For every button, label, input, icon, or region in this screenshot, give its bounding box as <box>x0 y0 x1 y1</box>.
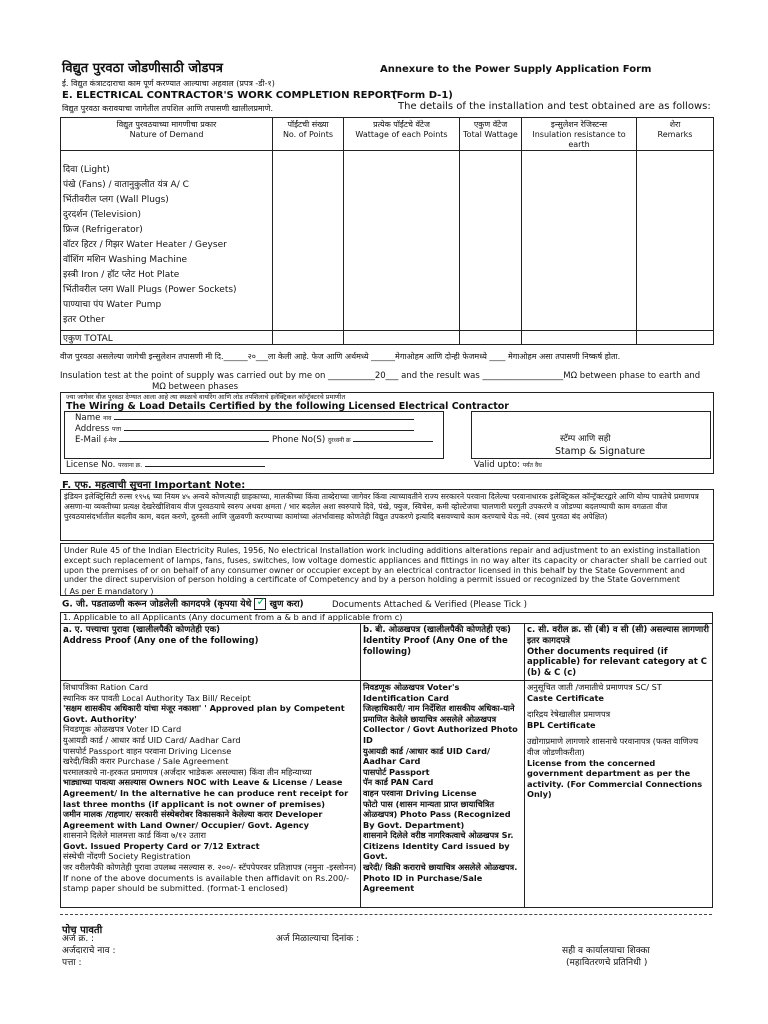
list-item[interactable]: फोटो पास (शासन मान्यता प्राप्त छायाचित्रित ओळखपत्र) Photo Pass (Recognized By Govt. Department) <box>363 798 511 830</box>
rule45-mandatory: ( As per E mandatory ) <box>64 587 154 597</box>
list-item[interactable]: उद्योगाप्रमाणे लागणारे शासनाचे परवानापत्र (फक्त वाणिज्य वीज जोडणीकरीता) <box>527 736 699 757</box>
list-item[interactable]: जमीन मालक /राहणार/ सरकारी संस्थेबरोबर विकासकाने केलेल्या करार Developer Agreement with Land Owner/ Occupier/ Govt. Agency <box>63 809 323 830</box>
list-item[interactable]: License from the concerned government department as per the activity. (For Commercial Connections Only) <box>527 757 703 800</box>
other-documents-list <box>525 680 713 907</box>
list-item[interactable]: शासनाने दिलेले मालमत्ता कार्ड किंवा ७/१२ उतारा <box>63 830 207 841</box>
list-item[interactable]: शिधापत्रिका Ration Card <box>63 681 149 692</box>
receipt-application-no[interactable]: अर्ज क्र. : <box>62 934 95 944</box>
list-item[interactable]: युआयडी कार्ड / आधार कार्ड UID Card/ Aadhar Card <box>63 734 241 745</box>
list-item[interactable]: पासपोर्ट Passport <box>363 766 430 777</box>
list-item[interactable]: निवडणूक ओळखपत्र Voter's Identification Card <box>363 681 460 703</box>
total-total-wattage-cell[interactable] <box>460 331 522 345</box>
total-wattage-each-cell[interactable] <box>344 331 460 345</box>
report-subtitle-marathi: ई. विद्युत कंत्राटदाराचा काम पूर्ण करण्यात आल्याचा अहवाल (प्रपत्र -डी-१) <box>62 79 275 88</box>
header-wattage-each: प्रत्येक पॉईंटचे वॅटेज Wattage of each Points <box>344 118 460 151</box>
header-remarks: शेरा Remarks <box>637 118 714 151</box>
insulation-test-english-2: MΩ between phases <box>152 382 239 392</box>
list-item[interactable]: वाहन परवाना Driving License <box>363 787 477 798</box>
form-title-marathi: विद्युत पुरवठा जोडणीसाठी जोडपत्र <box>62 61 223 76</box>
list-item[interactable]: अनुसूचित जाती /जमातीचे प्रमाणपत्र SC/ ST <box>527 681 662 692</box>
address-proof-list <box>61 680 361 907</box>
contractor-heading: The Wiring & Load Details Certified by the following Licensed Electrical Contractor <box>66 401 509 412</box>
demand-item: वॉटर हिटर / गिझर Water Heater / Geyser <box>63 240 227 250</box>
list-item[interactable]: पासपोर्ट Passport वाहन परवाना Driving License <box>63 745 232 756</box>
demand-items <box>61 151 273 331</box>
checkbox-tick-icon[interactable] <box>254 598 266 610</box>
contractor-heading-marathi: ज्या जागेवर वीज पुरवठा देण्यात आला आहे त्या स्थळाचे वायरिंग आणि लोड तपशिलाचे इलेक्ट्रिकल कॉन्ट्रॅक्टरचे प्रमाणीत <box>66 393 346 401</box>
list-item[interactable]: 'सक्षम शासकीय अधिकारी यांचा मंजूर नकाशा' ' Approved plan by Competent Govt. Authority' <box>63 703 345 724</box>
demand-item: दुरदर्शन (Television) <box>63 210 142 220</box>
stamp-label: Stamp & Signature <box>555 446 646 457</box>
points-cell[interactable] <box>273 151 344 331</box>
important-note-marathi-box <box>60 489 714 541</box>
total-wattage-cell[interactable] <box>460 151 522 331</box>
rule45-box <box>60 543 714 596</box>
demand-item: इस्त्री Iron / हॉट प्लेट Hot Plate <box>63 270 180 280</box>
documents-heading: G. जी. पडताळणी करून जोडलेली कागदपत्रे (कृपया येथे ✓ खुण करा) <box>62 598 304 611</box>
list-item[interactable]: Govt. Issued Property Card or 7/12 Extract <box>63 840 260 851</box>
identity-proof-list <box>361 680 525 907</box>
intro-marathi: विद्युत पुरवठा करावयाचा जागेतील तपशिल आणि तपासणी खालीलप्रमाणे. <box>62 104 274 113</box>
report-title: E. ELECTRICAL CONTRACTOR'S WORK COMPLETION REPORT <box>62 90 398 101</box>
documents-heading-english: Documents Attached & Verified (Please Tick ) <box>332 600 527 610</box>
important-note-heading: F. एफ. महत्वाची सुचना Important Note: <box>62 480 246 491</box>
list-item[interactable]: घरमालकाचे ना-हरकत प्रमाणपत्र (अर्जदार भाडेकरू असल्यास) किंवा तीन महिन्याच्या <box>63 766 312 777</box>
documents-table <box>60 612 713 908</box>
demand-item: वॉशिंग मशिन Washing Machine <box>63 255 188 265</box>
receipt-divider <box>60 914 712 915</box>
list-item[interactable]: शासनाने दिलेले वरीष्ठ नागरिकत्वाचे ओळखपत्र Sr. Citizens Identity Card issued by Govt. <box>363 830 514 862</box>
demand-item: पंखे (Fans) / वातानुकुलीत यंत्र A/ C <box>63 180 189 190</box>
name-field[interactable]: Name नाव <box>75 413 414 424</box>
list-item[interactable]: जिल्हाधिकारी/ नाम निर्देशित शासकीय अधिका-याने प्रमाणित केलेले छायाचित्र असलेले ओळखपत्र Collector / Govt Authorized Photo ID <box>363 703 518 745</box>
list-item[interactable]: स्थानिक कर पावती Local Authority Tax Bill/ Receipt <box>63 692 251 703</box>
identity-proof-header: b. बी. ओळखपत्र (खालीलपैकी कोणतेही एक) Identity Proof (Any One of the following) <box>361 624 525 681</box>
receipt-date[interactable]: अर्ज मिळाल्याचा दिनांक : <box>276 934 360 944</box>
installation-details-table <box>60 117 714 345</box>
other-documents-header: c. सी. वरील क्र. सी (बी) व सी (सी) असल्यास लागणारी इतर कागदपत्रे Other documents required (if applicable) for relevant category at C (b) & C (c) <box>525 624 713 681</box>
demand-item: इतर Other <box>63 315 105 325</box>
list-item[interactable]: जर वरीलपैकी कोणतेही पुरावा उपलब्ध नसल्यास रु. २००/- स्टॅपपेपरवर प्रतिज्ञापत्र (नमुना -इस्लोनन) If none of the above documents is available then affidavit on Rs.200/- stamp paper should be submitted. (format-1 enclosed) <box>63 862 357 894</box>
receipt-signature-sub: (महावितरणचे प्रतिनिधी ) <box>566 958 648 968</box>
demand-item: भिंतीवरील प्लग Wall Plugs (Power Sockets) <box>63 285 237 295</box>
list-item[interactable]: BPL Certificate <box>527 719 596 730</box>
header-insulation-resistance: इन्सुलेशन रेजिस्टन्स Insulation resistance to earth <box>522 118 637 151</box>
total-remarks-cell[interactable] <box>637 331 714 345</box>
wattage-cell[interactable] <box>344 151 460 331</box>
receipt-address[interactable]: पत्ता : <box>62 958 82 968</box>
insulation-test-marathi: वीज पुरवठा असलेल्या जागेची इन्सुलेशन तपासणी मी दि.______२०___ला केली आहे. फेज आणि अर्थमध्ये ______मेगाओहम आणि दोन्ही फेजमध्ये ____ मेगाओहम असा तपासणी निष्कर्ष होता. <box>60 352 621 361</box>
demand-item: पाण्याचा पंप Water Pump <box>63 300 162 310</box>
list-item[interactable]: खरेदी/विक्री करार Purchase / Sale Agreement <box>63 756 229 767</box>
rule45-text: Under Rule 45 of the Indian Electricity Rules, 1956, No electrical Installation work including additions alterations repair and adjustment to an existing installation except such replacement of lamps, fans, fuses, switches, low voltage domestic appliances and fittings in no way alter its capacity or character shall be carried out upon the premises of or on behalf of any consumer owner or occupier except by an electrical contractor licensed in this behalf by the State Government and under the direct supervision of person holding a certificate of Competency and by a person holding a permit issued or recognized by the State Government <box>64 546 707 585</box>
demand-item: फ्रिज (Refrigerator) <box>63 225 143 235</box>
list-item[interactable]: पॅन कार्ड PAN Card <box>363 777 434 788</box>
header-nature-of-demand: विद्युत पुरवठयाच्या मागणीचा प्रकार Nature of Demand <box>61 118 273 151</box>
remarks-cell[interactable] <box>637 151 714 331</box>
receipt-applicant-name[interactable]: अर्जदाराचे नाव : <box>62 946 116 956</box>
receipt-title: पोच पावती <box>62 925 103 936</box>
address-proof-header: a. ए. पत्त्याचा पुरावा (खालीलपैकी कोणतेही एक) Address Proof (Any one of the following) <box>61 624 361 681</box>
header-total-wattage: एकुण वॅटेज Total Wattage <box>460 118 522 151</box>
address-field[interactable]: Address पत्ता <box>75 424 414 435</box>
list-item[interactable]: खरेदी/ विक्री कराराचे छायाचित्र असलेले ओळखपत्र. Photo ID in Purchase/Sale Agreement <box>363 862 518 894</box>
license-field[interactable]: License No. परवाना क्र. <box>66 460 265 471</box>
demand-item: भिंतीवरील प्लग (Wall Plugs) <box>63 195 169 205</box>
intro-english: The details of the installation and test obtained are as follows: <box>398 101 711 112</box>
header-no-of-points: पॉईंटची संख्या No. of Points <box>273 118 344 151</box>
annexure-title: Annexure to the Power Supply Application Form <box>380 64 652 75</box>
list-item[interactable]: युआयडी कार्ड /आधार कार्ड UID Card/ Aadhar Card <box>363 745 490 767</box>
total-label: एकुण TOTAL <box>61 331 273 345</box>
list-item[interactable]: निवडणूक ओळखपत्र Voter ID Card <box>63 724 182 735</box>
applicable-note: 1. Applicable to all Applicants (Any document from a & b and if applicable from c) <box>61 613 713 624</box>
valid-upto-field[interactable]: Valid upto: पर्यंत वैध <box>474 460 542 470</box>
list-item[interactable]: दारिद्रय रेषेखालील प्रमाणपत्र <box>527 709 611 720</box>
demand-item: दिवा (Light) <box>63 165 110 175</box>
total-insulation-cell[interactable] <box>522 331 637 345</box>
total-points-cell[interactable] <box>273 331 344 345</box>
list-item[interactable]: संस्थेची नोंदणी Society Registration <box>63 851 191 862</box>
list-item[interactable]: भाड्याच्या पावत्या असल्यास Owners NOC with Leave & License / Lease Agreement/ In the alternative he can produce rent receipt for last three months (if applicant is not owner of premises) <box>63 777 349 809</box>
list-item[interactable]: Caste Certificate <box>527 692 604 703</box>
important-note-marathi: इंडियन इलेक्ट्रिसिटी रुल्स १९५६ च्या नियम ४५ अन्वये कोणत्याही ग्राहकाच्या, मालकीच्या किंवा ताब्देराच्या जागेवर किंवा त्याच्यावतीने राज्य सरकारने परवाना दिलेल्या परवानाधारक इलेक्ट्रिकल कॉन्ट्रॅक्टरद्वारे आणि योग्य पात्रतेचे प्रमाणपत्र असणा-या व्यक्तीच्या प्रत्यक्ष देखरेखीशिवाय वीज पुरवठयाचे स्वरुप अथवा क्षमता / भार बदलेल अशा स्वरुपाचे दिवे, पंखे, फ्युज, स्विचेस, कमी व्होल्टेजचा चालणारी घरगुती उपकरणे व जोडण्या बदलण्याची काम वगळता वीज पुरवठयासंदर्भातील बदलीव काम, बदल करणे, दुरुस्ती आणि जुळवणी करण्याच्या कामांच्या अंतर्भावासह कोणतेही विद्युत उपकरणे इत्यादि बसवण्याचे काम करण्याचे येऊ नये. (स्वयं पुरवठा बंद अपेक्षित) <box>64 492 699 521</box>
insulation-cell[interactable] <box>522 151 637 331</box>
stamp-label-marathi: स्टॅम्प आणि सही <box>560 434 611 444</box>
receipt-signature: सही व कार्यालयाचा शिक्का <box>562 946 650 956</box>
form-number: (Form D-1) <box>392 90 453 101</box>
insulation-test-english: Insulation test at the point of supply was carried out by me on ___________20___ and the result was ___________________MΩ between phase to earth and <box>60 371 701 381</box>
email-field[interactable]: E-Mail ई-मेल Phone No(S) दुरध्वनी क्र <box>75 435 433 446</box>
